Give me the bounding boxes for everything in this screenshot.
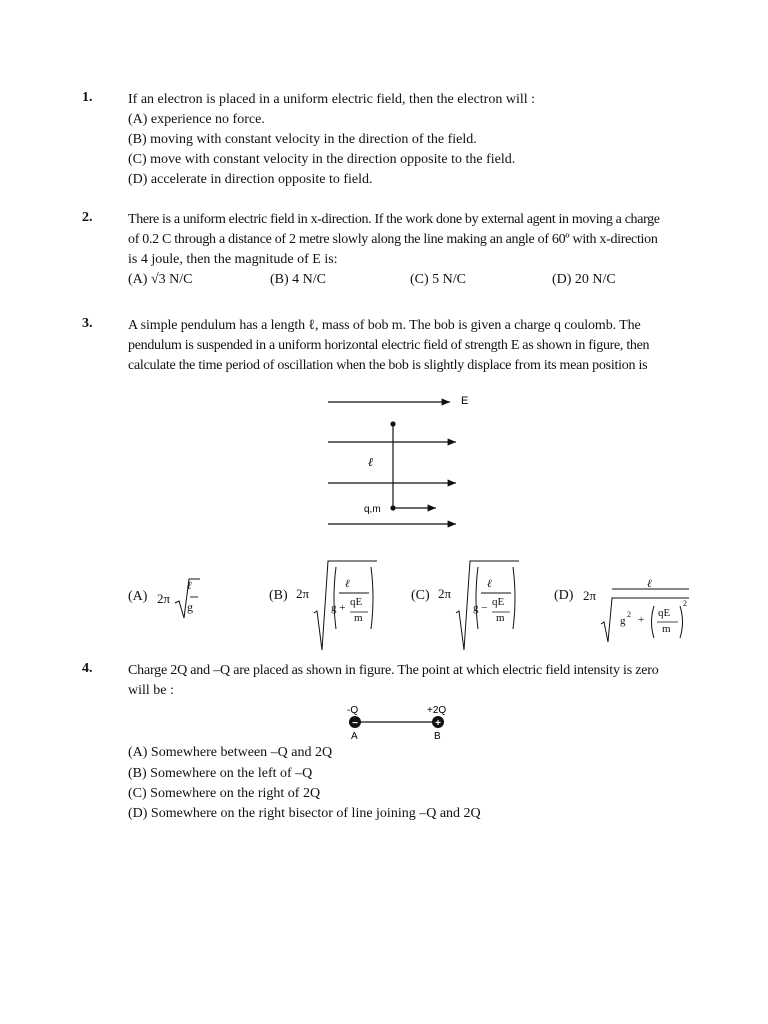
question-text-line-3: calculate the time period of oscillation when the bob is slightly displace from its mean position is — [128, 358, 648, 373]
option-d: (D) 20 N/C — [552, 272, 616, 287]
superscript-two: 2 — [683, 599, 687, 608]
g-minus: g − — [473, 602, 488, 614]
superscript-two: 2 — [627, 610, 631, 619]
two-pi: 2π — [157, 591, 171, 606]
option-b: (B) moving with constant velocity in the direction of the field. — [128, 132, 477, 147]
m: m — [662, 623, 671, 635]
option-b: (B) Somewhere on the left of –Q — [128, 766, 313, 781]
question-text-line-2: of 0.2 C through a distance of 2 metre slowly along the line making an angle of 60º with x-direction — [128, 232, 658, 247]
two-pi: 2π — [438, 586, 452, 601]
option-a: (A) Somewhere between –Q and 2Q — [128, 745, 333, 760]
charges-figure — [338, 702, 454, 742]
option-a — [128, 272, 192, 288]
question-number: 4. — [82, 661, 93, 676]
ell-symbol: ℓ — [487, 578, 492, 590]
option-d: (D) Somewhere on the right bisector of line joining –Q and 2Q — [128, 806, 481, 821]
question-text-line-1: Charge 2Q and –Q are placed as shown in figure. The point at which electric field intensity is zero — [128, 663, 659, 678]
m: m — [496, 612, 505, 624]
plus-sign: + — [435, 718, 441, 729]
right-charge-label: +2Q — [427, 705, 447, 716]
ell-symbol: ℓ — [345, 578, 350, 590]
point-b-label: B — [434, 731, 441, 742]
option-c-label: (C) — [411, 588, 430, 603]
option-c: (C) Somewhere on the right of 2Q — [128, 786, 321, 801]
option-a-label: (A) — [128, 272, 148, 287]
question-text-line-3: is 4 joule, then the magnitude of E is: — [128, 252, 338, 267]
option-b: (B) 4 N/C — [270, 272, 326, 287]
question-text-line-2: will be : — [128, 683, 174, 698]
question-number: 1. — [82, 90, 93, 105]
plus-sign: + — [638, 614, 645, 626]
pendulum-figure — [320, 390, 480, 535]
g-symbol: g — [187, 600, 193, 614]
question-text-line-2: pendulum is suspended in a uniform horizontal electric field of strength E as shown in figure, then — [128, 338, 650, 353]
left-charge-label: -Q — [347, 705, 359, 716]
option-c: (C) 5 N/C — [410, 272, 466, 287]
option-a: (A) experience no force. — [128, 112, 265, 127]
ell-symbol: ℓ — [187, 580, 192, 592]
g-plus: g + — [331, 602, 346, 614]
question-text-line-1: There is a uniform electric field in x-direction. If the work done by external agent in moving a charge — [128, 212, 660, 227]
question-number: 2. — [82, 210, 93, 225]
m: m — [354, 612, 363, 624]
question-text: If an electron is placed in a uniform electric field, then the electron will : — [128, 92, 535, 107]
option-a-value: √3 N/C — [150, 272, 193, 287]
two-pi: 2π — [296, 586, 310, 601]
length-label: ℓ — [368, 455, 373, 469]
option-b-label: (B) — [269, 588, 288, 603]
qE: qE — [492, 596, 505, 608]
option-c: (C) move with constant velocity in the direction opposite to the field. — [128, 152, 516, 167]
qE: qE — [658, 607, 671, 619]
qE: qE — [350, 596, 363, 608]
option-d: (D) accelerate in direction opposite to field. — [128, 172, 373, 187]
point-a-label: A — [351, 731, 358, 742]
ell-symbol: ℓ — [647, 578, 652, 590]
option-d-label: (D) — [554, 588, 574, 603]
bob-label: q,m — [364, 504, 381, 515]
option-a-label: (A) — [128, 589, 148, 604]
radical-sign — [455, 558, 523, 654]
g-symbol: g — [620, 615, 626, 627]
field-label: E — [461, 395, 469, 407]
radical-sign — [313, 558, 381, 654]
question-number: 3. — [82, 316, 93, 331]
minus-sign: − — [352, 718, 358, 729]
question-text-line-1: A simple pendulum has a length ℓ, mass of bob m. The bob is given a charge q coulomb. The — [128, 318, 641, 333]
two-pi: 2π — [583, 588, 597, 603]
